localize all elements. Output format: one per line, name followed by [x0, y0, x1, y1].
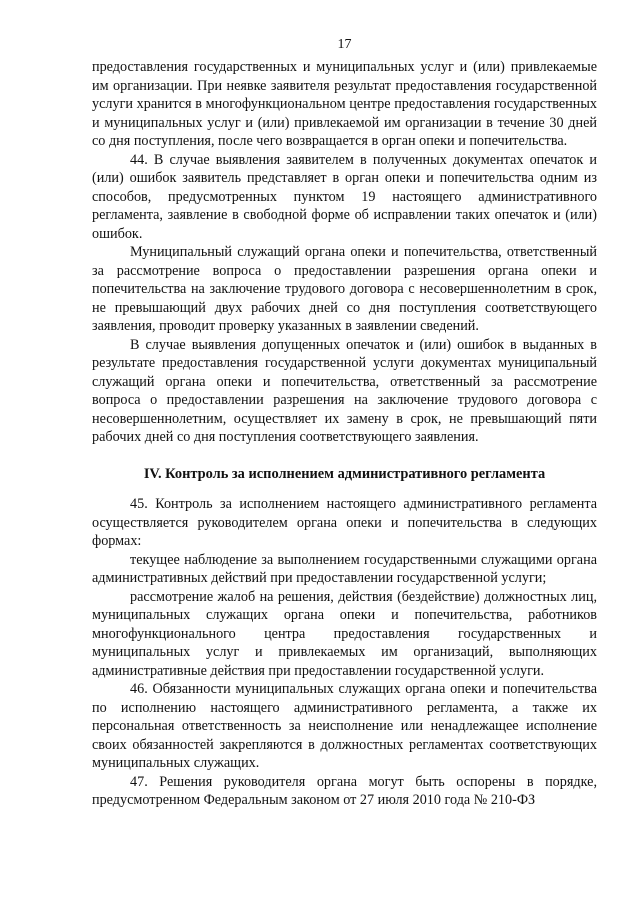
- page-number: 17: [337, 37, 352, 52]
- document-page: [92, 36, 597, 810]
- paragraph-46: 46. Обязанности муниципальных служащих органа опеки и попечительства по исполнению настоящего административного регламента, а также их персональная ответственность за неисполнение или ненадлежащее исполнение своих обязанностей закрепляются в должностных регламентах соответствующих муниципальных служащих.: [92, 681, 597, 771]
- paragraph-47: 47. Решения руководителя органа могут быть оспорены в порядке, предусмотренном Федеральным законом от 27 июля 2010 года № 210-ФЗ: [92, 773, 597, 808]
- paragraph-45-current: текущее наблюдение за выполнением государственными служащими органа административных действий при предоставлении государственной услуги;: [92, 551, 597, 586]
- paragraph-44: 44. В случае выявления заявителем в полученных документах опечаток и (или) ошибок заявитель представляет в орган опеки и попечительства одним из способов, предусмотренных пунктом 19 настоящего административного регламента, заявление в свободной форме об исправлении таких опечаток и (или) ошибок.: [92, 151, 597, 242]
- paragraph-45-complaints: рассмотрение жалоб на решения, действия (бездействие) должностных лиц, муниципальных служащих органа опеки и попечительства, работников многофункционального центра предоставления государственных и муниципальных услуг и привлекаемых им организаций, выполняющих административные действия при предоставлении государственной услуги.: [92, 588, 597, 679]
- paragraph-45: 45. Контроль за исполнением настоящего административного регламента осуществляется руководителем органа опеки и попечительства в следующих формах:: [92, 496, 597, 549]
- paragraph-44-replace: В случае выявления допущенных опечаток и (или) ошибок в выданных в результате предоставления государственной услуги документах муниципальный служащий органа опеки и попечительства, ответственный за рассмотрение вопроса о предоставлении разрешения на заключение трудового договора с несовершеннолетним, осуществляет их замену в срок, не превышающий пяти рабочих дней со дня поступления соответствующего заявления.: [92, 336, 597, 445]
- paragraph-continuation: предоставления государственных и муниципальных услуг и (или) привлекаемые им организации. При неявке заявителя результат предоставления государственной услуги хранится в многофункциональном центре предоставления государственных и муниципальных услуг и (или) привлекаемой им организации в течение 30 дней со дня поступления, после чего возвращается в орган опеки и попечительства.: [92, 59, 597, 149]
- section-heading: IV. Контроль за исполнением административного регламента: [143, 465, 546, 482]
- paragraph-44-review: Муниципальный служащий органа опеки и попечительства, ответственный за рассмотрение вопроса о предоставлении разрешения органа опеки и попечительства на заключение трудового договора с несовершеннолетним в срок, не превышающий двух рабочих дней со дня поступления соответствующего заявления, проводит проверку указанных в заявлении сведений.: [92, 244, 597, 334]
